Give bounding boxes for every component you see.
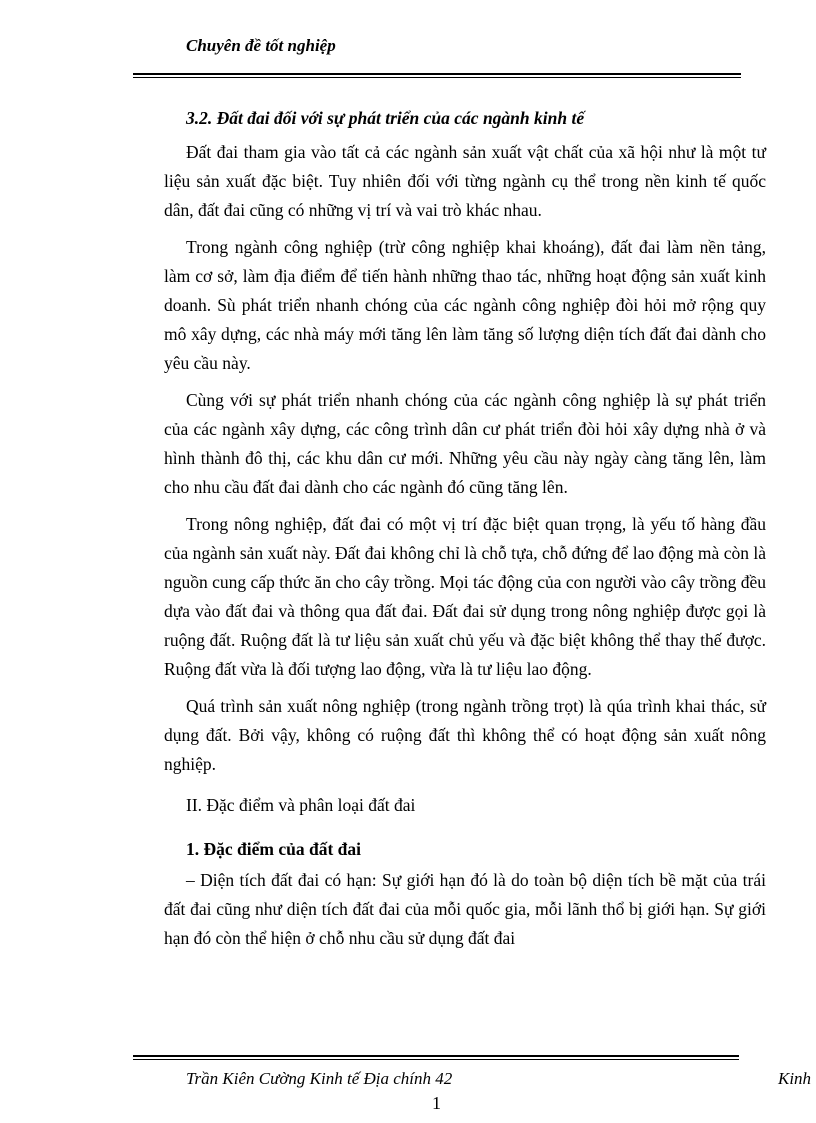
paragraph: Đất đai tham gia vào tất cả các ngành sản xuất vật chất của xã hội như là một tư liệu sản xuất đặc biệt. Tuy nhiên đối với từng ngành cụ thể trong nền kinh tế quốc dân, đất đai cũng có những vị trí và vai trò khác nhau. — [164, 142, 766, 220]
paragraph: Trong ngành công nghiệp (trừ công nghiệp khai khoáng), đất đai làm nền tảng, làm cơ sở, làm địa điểm để tiến hành những thao tác, những hoạt động sản xuất kinh doanh. Sù phát triển nhanh chóng của các ngành công nghiệp đòi hỏi mở rộng quy mô xây dựng, các nhà máy mới tăng lên làm tăng số lượng diện tích đất đai dành cho yêu cầu này. — [164, 237, 766, 373]
paragraph: – Diện tích đất đai có hạn: Sự giới hạn đó là do toàn bộ diện tích bề mặt của trái đất đai cũng như diện tích đất đai của mỗi quốc gia, mỗi lãnh thổ bị giới hạn. Sự giới hạn đó còn thể hiện ở chỗ nhu cầu sử dụng đất đai — [164, 870, 766, 948]
paragraph: Trong nông nghiệp, đất đai có một vị trí đặc biệt quan trọng, là yếu tố hàng đầu của ngành sản xuất này. Đất đai không chỉ là chỗ tựa, chỗ đứng để lao động mà còn là nguồn cung cấp thức ăn cho cây trồng. Mọi tác động của con người vào cây trồng đều dựa vào đất đai và thông qua đất đai. Đất đai sử dụng trong nông nghiệp được gọi là ruộng đất. Ruộng đất là tư liệu sản xuất chủ yếu và đặc biệt không thể thay thế được. Ruộng đất vừa là đối tượng lao động, vừa là tư liệu lao động. — [164, 514, 766, 679]
footer-right-text: Kinh — [778, 1069, 812, 1088]
part-heading: II. Đặc điểm và phân loại đất đai — [186, 795, 416, 815]
footer-author: Trần Kiên Cường Kinh tế Địa chính 42 — [186, 1069, 453, 1088]
document-body — [164, 104, 766, 953]
paragraph: Quá trình sản xuất nông nghiệp (trong ngành trồng trọt) là qúa trình khai thác, sử dụng đất. Bởi vậy, không có ruộng đất thì không thể có hoạt động sản xuất nông nghiệp. — [164, 696, 766, 774]
section-title: 3.2. Đất đai đối với sự phát triển của các ngành kinh tế — [186, 108, 585, 128]
subsection-heading: 1. Đặc điểm của đất đai — [186, 839, 361, 859]
header-divider — [133, 73, 741, 78]
footer-divider — [133, 1055, 739, 1060]
header-title: Chuyên đề tốt nghiệp — [186, 36, 336, 55]
page-number: 1 — [432, 1093, 441, 1113]
paragraph: Cùng với sự phát triển nhanh chóng của các ngành công nghiệp là sự phát triển của các ngành xây dựng, các công trình dân cư phát triển đòi hỏi xây dựng nhà ở và hình thành đô thị, các khu dân cư mới. Những yêu cầu này ngày càng tăng lên, làm cho nhu cầu đất đai dành cho các ngành đó cũng tăng lên. — [164, 390, 766, 497]
